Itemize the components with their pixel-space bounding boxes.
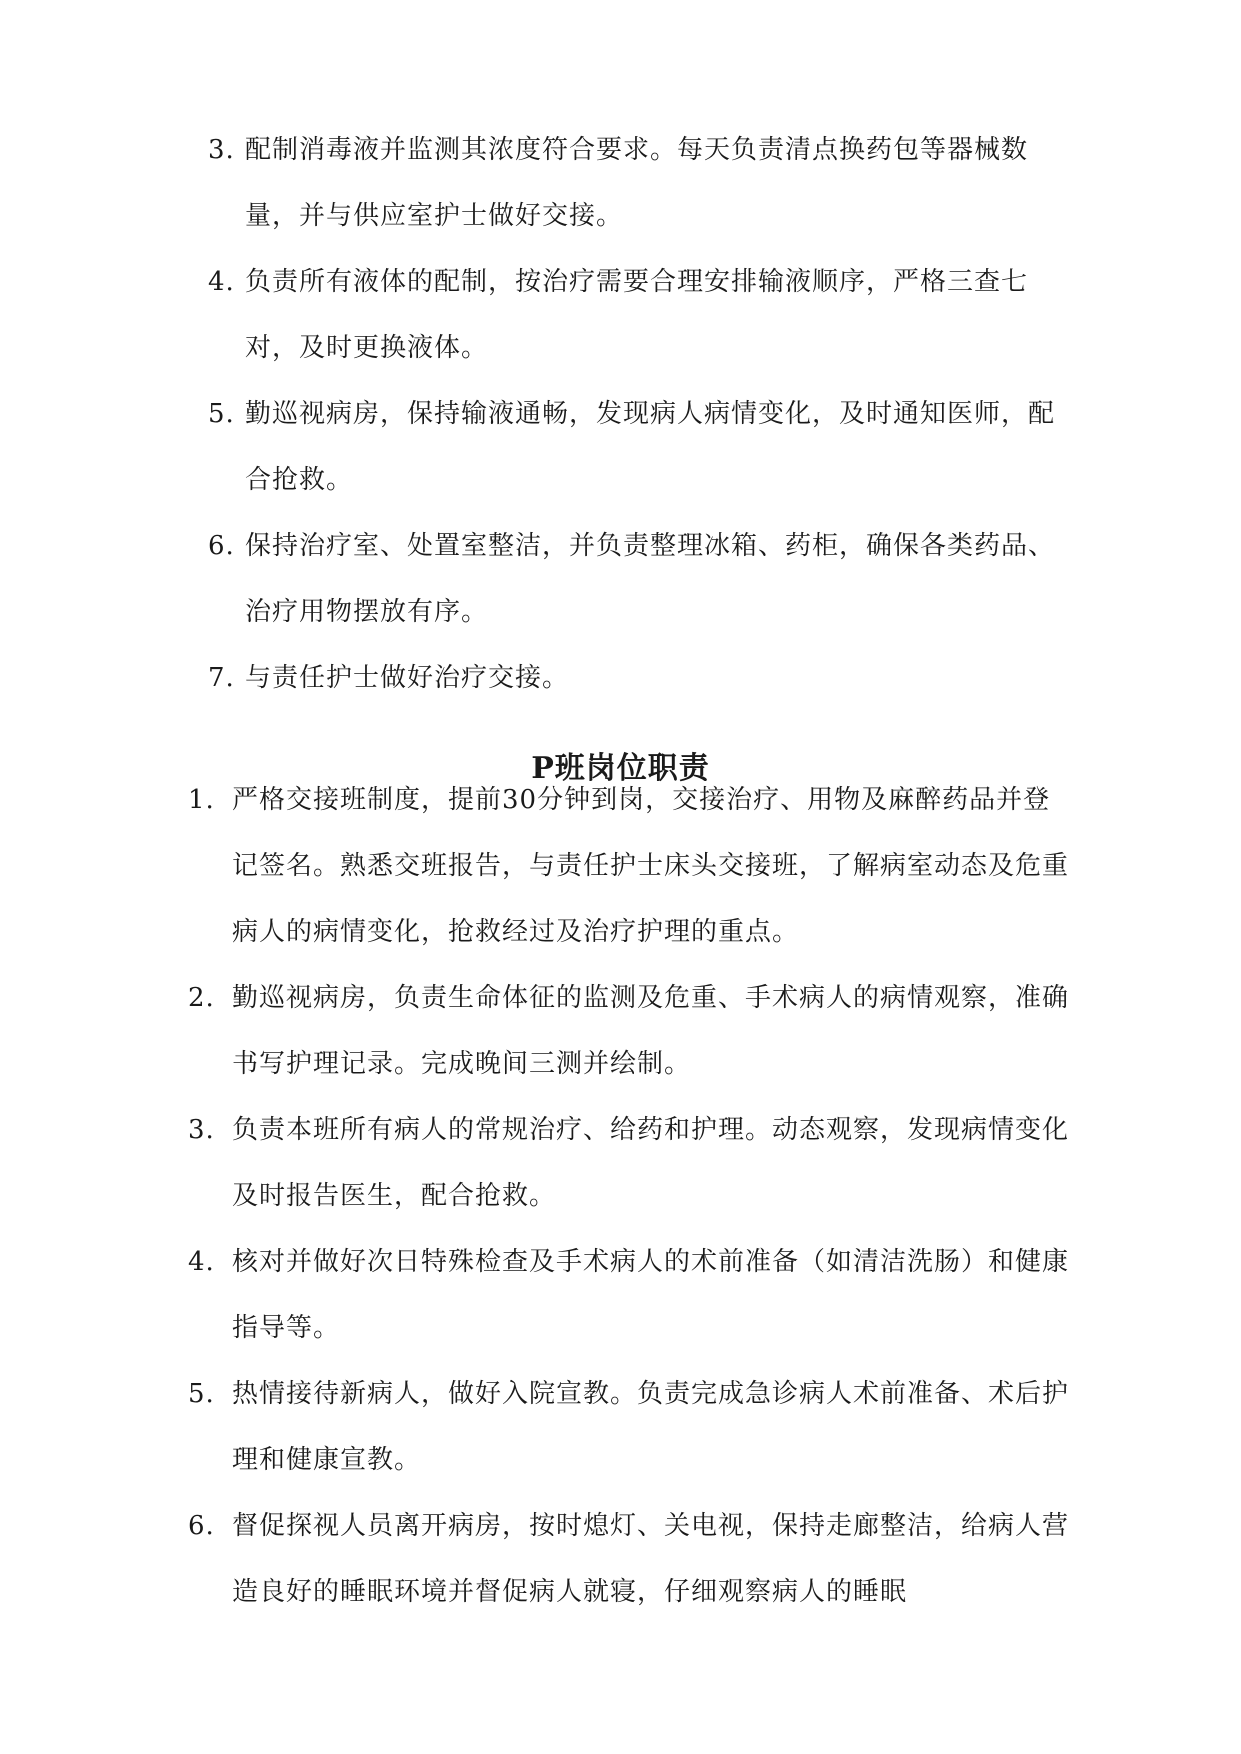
item-text: 负责本班所有病人的常规治疗、给药和护理。动态观察，发现病情变化及时报告医生，配合抢救。 <box>232 1115 1070 1211</box>
list-item <box>0 1493 1241 1625</box>
item-text: 督促探视人员离开病房，按时熄灯、关电视，保持走廊整洁，给病人营造良好的睡眠环境并督促病人就寝，仔细观察病人的睡眠 <box>232 1511 1070 1607</box>
item-text: 严格交接班制度，提前30分钟到岗，交接治疗、用物及麻醉药品并登记签名。熟悉交班报告，与责任护士床头交接班，了解病室动态及危重病人的病情变化，抢救经过及治疗护理的重点。 <box>232 785 1070 947</box>
list-item <box>0 381 1241 513</box>
item-number: 3. <box>188 1115 215 1145</box>
item-text: 勤巡视病房，负责生命体征的监测及危重、手术病人的病情观察，准确书写护理记录。完成晚间三测并绘制。 <box>232 983 1070 1079</box>
item-text: 核对并做好次日特殊检查及手术病人的术前准备（如清洁洗肠）和健康指导等。 <box>232 1247 1070 1343</box>
list-item <box>0 513 1241 645</box>
item-number: 5. <box>208 399 235 429</box>
p-shift-duty-list <box>0 767 1241 1625</box>
duty-list-continued <box>0 117 1241 711</box>
list-item <box>0 1229 1241 1361</box>
item-number: 2. <box>188 983 215 1013</box>
item-text: 保持治疗室、处置室整洁，并负责整理冰箱、药柜，确保各类药品、治疗用物摆放有序。 <box>245 531 1056 627</box>
item-text: 配制消毒液并监测其浓度符合要求。每天负责清点换药包等器械数量，并与供应室护士做好交接。 <box>245 135 1029 231</box>
item-number: 7. <box>208 663 235 693</box>
item-number: 3. <box>208 135 235 165</box>
list-item <box>0 645 1241 711</box>
list-item <box>0 1097 1241 1229</box>
list-item <box>0 117 1241 249</box>
list-item <box>0 965 1241 1097</box>
item-number: 6. <box>188 1511 215 1541</box>
list-item <box>0 1361 1241 1493</box>
item-text: 负责所有液体的配制，按治疗需要合理安排输液顺序，严格三查七对，及时更换液体。 <box>245 267 1029 363</box>
section-title: P班岗位职责 <box>531 750 710 786</box>
list-item <box>0 767 1241 965</box>
item-number: 4. <box>208 267 235 297</box>
item-number: 1. <box>188 785 215 815</box>
item-number: 6. <box>208 531 235 561</box>
item-number: 4. <box>188 1247 215 1277</box>
list-item <box>0 249 1241 381</box>
item-number: 5. <box>188 1379 215 1409</box>
item-text: 热情接待新病人，做好入院宣教。负责完成急诊病人术前准备、术后护理和健康宣教。 <box>232 1379 1070 1475</box>
item-text: 与责任护士做好治疗交接。 <box>245 663 570 693</box>
item-text: 勤巡视病房，保持输液通畅，发现病人病情变化，及时通知医师，配合抢救。 <box>245 399 1056 495</box>
